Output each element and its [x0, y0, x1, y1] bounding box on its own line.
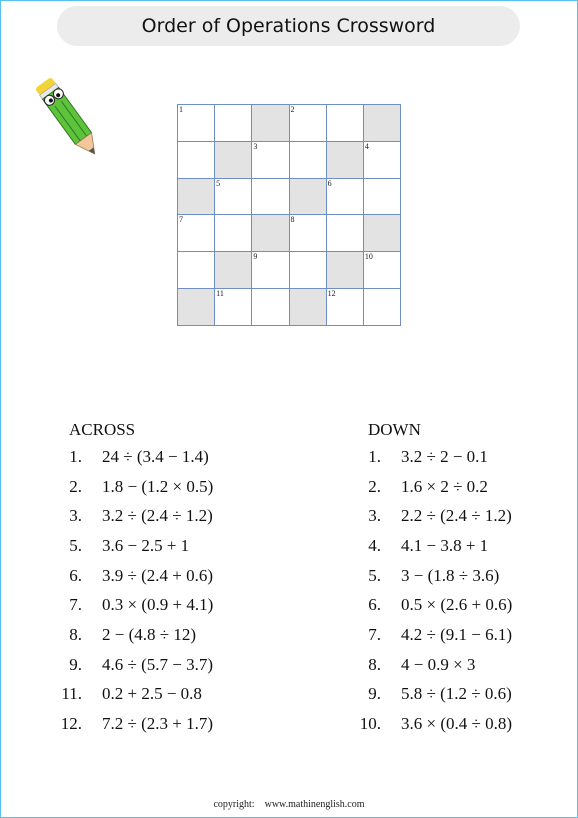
- clue-expression: 3.2 ÷ (2.4 ÷ 1.2): [102, 506, 213, 526]
- clue-number: 8.: [368, 654, 381, 674]
- clue-expression: 2 − (4.8 ÷ 12): [102, 624, 196, 644]
- clue-number: 10.: [359, 714, 381, 734]
- crossword-cell[interactable]: [290, 252, 327, 289]
- crossword-blocked-cell: [252, 215, 289, 252]
- down-heading: DOWN: [368, 420, 421, 439]
- crossword-cell[interactable]: [215, 215, 252, 252]
- crossword-cell[interactable]: [290, 142, 327, 179]
- crossword-cell[interactable]: [252, 252, 289, 289]
- clue-number: 4.: [368, 535, 381, 555]
- clue-number: 3.: [368, 506, 381, 526]
- cell-number: 11: [216, 289, 224, 299]
- clue-expression: 3.6 − 2.5 + 1: [102, 535, 190, 555]
- clue-expression: 3.2 ÷ 2 − 0.1: [401, 446, 488, 466]
- cell-number: 7: [179, 215, 183, 225]
- clue-expression: 3.9 ÷ (2.4 + 0.6): [102, 565, 213, 585]
- clue-expression: 24 ÷ (3.4 − 1.4): [102, 446, 209, 466]
- copyright-label: copyright:: [213, 799, 255, 810]
- crossword-blocked-cell: [215, 252, 252, 289]
- crossword-blocked-cell: [327, 252, 364, 289]
- title-bar: [57, 6, 520, 46]
- clue-expression: 4.6 ÷ (5.7 − 3.7): [102, 654, 213, 674]
- clue-number: 11.: [61, 684, 82, 704]
- crossword-blocked-cell: [252, 105, 289, 142]
- across-clue: [58, 561, 278, 591]
- crossword-cell[interactable]: [252, 289, 289, 326]
- crossword-blocked-cell: [364, 215, 401, 252]
- clue-number: 1.: [69, 446, 82, 466]
- down-clue: [357, 680, 567, 710]
- crossword-blocked-cell: [327, 142, 364, 179]
- clue-number: 5.: [69, 535, 82, 555]
- across-clue: [58, 531, 278, 561]
- crossword-cell[interactable]: [178, 105, 215, 142]
- clue-number: 7.: [69, 595, 82, 615]
- cell-number: 2: [290, 105, 295, 114]
- copyright-site: www.mathinenglish.com: [264, 799, 365, 810]
- clue-expression: 4 − 0.9 × 3: [401, 654, 476, 674]
- crossword-grid: [177, 104, 401, 326]
- cell-number: 3: [253, 141, 258, 151]
- clue-number: 6.: [368, 595, 381, 615]
- clue-number: 8.: [69, 624, 82, 644]
- cell-number: 4: [364, 141, 369, 151]
- down-clue: [357, 590, 567, 620]
- clue-expression: 1.8 − (1.2 × 0.5): [102, 476, 214, 496]
- clue-number: 1.: [368, 446, 381, 466]
- across-clue: [58, 590, 278, 620]
- across-heading: ACROSS: [69, 420, 136, 439]
- pencil-mascot-icon: [34, 70, 106, 170]
- cell-number: 9: [253, 252, 258, 262]
- crossword-cell[interactable]: [364, 142, 401, 179]
- crossword-blocked-cell: [215, 142, 252, 179]
- cell-number: 6: [327, 178, 332, 188]
- across-clue: [58, 442, 278, 472]
- down-clue: [357, 561, 567, 591]
- copyright-footer: [0, 799, 578, 810]
- crossword-blocked-cell: [178, 179, 215, 216]
- clue-number: 2.: [69, 476, 82, 496]
- crossword-cell[interactable]: [178, 215, 215, 252]
- crossword-cell[interactable]: [178, 142, 215, 179]
- crossword-cell[interactable]: [364, 252, 401, 289]
- down-clue: [357, 472, 567, 502]
- crossword-cell[interactable]: [215, 105, 252, 142]
- clue-number: 3.: [69, 506, 82, 526]
- crossword-cell[interactable]: [290, 215, 327, 252]
- clue-expression: 4.2 ÷ (9.1 − 6.1): [401, 624, 512, 644]
- across-clue: [58, 501, 278, 531]
- clue-number: 7.: [368, 624, 381, 644]
- clue-number: 12.: [60, 714, 82, 734]
- down-clue: [357, 709, 567, 739]
- clue-expression: 4.1 − 3.8 + 1: [401, 535, 489, 555]
- crossword-cell[interactable]: [252, 142, 289, 179]
- down-clue: [357, 620, 567, 650]
- clue-expression: 3 − (1.8 ÷ 3.6): [401, 565, 500, 585]
- down-clues: [357, 418, 567, 739]
- crossword-cell[interactable]: [364, 179, 401, 216]
- clue-expression: 5.8 ÷ (1.2 ÷ 0.6): [401, 684, 512, 704]
- crossword-cell[interactable]: [327, 179, 364, 216]
- across-clue: [58, 680, 278, 710]
- clue-expression: 3.6 × (0.4 ÷ 0.8): [401, 714, 512, 734]
- clue-expression: 1.6 × 2 ÷ 0.2: [401, 476, 488, 496]
- clue-expression: 0.5 × (2.6 + 0.6): [401, 595, 513, 615]
- cell-number: 10: [364, 252, 373, 262]
- across-clue: [58, 620, 278, 650]
- clue-number: 5.: [368, 565, 381, 585]
- cell-number: 1: [179, 105, 183, 114]
- crossword-blocked-cell: [290, 289, 327, 326]
- crossword-blocked-cell: [290, 179, 327, 216]
- crossword-blocked-cell: [178, 289, 215, 326]
- crossword-cell[interactable]: [252, 179, 289, 216]
- cell-number: 12: [327, 289, 336, 299]
- down-clue: [357, 442, 567, 472]
- clue-number: 9.: [69, 654, 82, 674]
- clue-expression: 0.2 + 2.5 − 0.8: [102, 684, 202, 704]
- crossword-cell[interactable]: [290, 105, 327, 142]
- crossword-cell[interactable]: [215, 289, 252, 326]
- down-clue: [357, 531, 567, 561]
- clue-expression: 0.3 × (0.9 + 4.1): [102, 595, 214, 615]
- cell-number: 5: [216, 178, 221, 188]
- clue-expression: 7.2 ÷ (2.3 + 1.7): [102, 714, 213, 734]
- clue-number: 9.: [368, 684, 381, 704]
- clue-expression: 2.2 ÷ (2.4 ÷ 1.2): [401, 506, 512, 526]
- across-clue: [58, 650, 278, 680]
- crossword-cell[interactable]: [327, 215, 364, 252]
- across-clue: [58, 472, 278, 502]
- crossword-cell[interactable]: [364, 289, 401, 326]
- crossword-cell[interactable]: [215, 179, 252, 216]
- page-title: Order of Operations Crossword: [141, 15, 436, 37]
- across-clues: [58, 418, 278, 739]
- crossword-cell[interactable]: [178, 252, 215, 289]
- clue-number: 2.: [368, 476, 381, 496]
- crossword-blocked-cell: [364, 105, 401, 142]
- cell-number: 8: [290, 215, 295, 225]
- down-clue: [357, 501, 567, 531]
- across-clue: [58, 709, 278, 739]
- down-clue: [357, 650, 567, 680]
- crossword-cell[interactable]: [327, 289, 364, 326]
- clue-number: 6.: [69, 565, 82, 585]
- crossword-cell[interactable]: [327, 105, 364, 142]
